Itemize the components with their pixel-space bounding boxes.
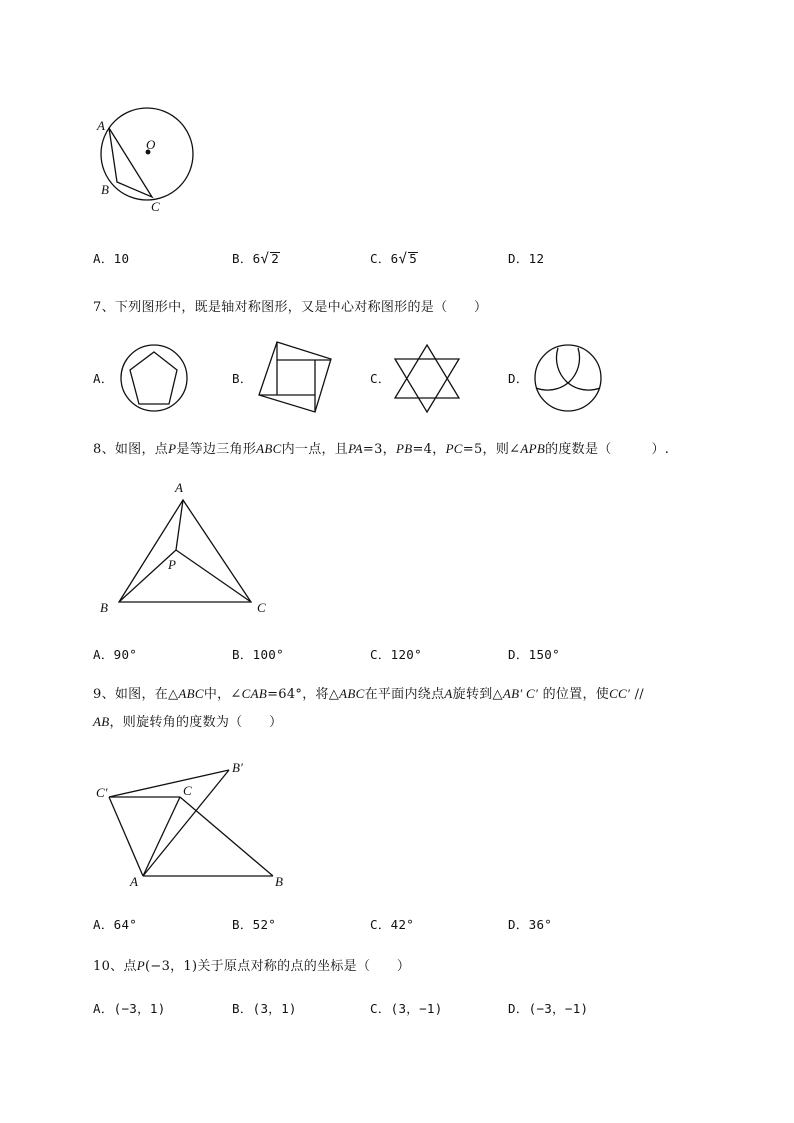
q6-figure xyxy=(0,0,794,230)
q8-stem-var-pa: PA xyxy=(348,441,363,456)
q8-option-a[interactable]: A．90° xyxy=(93,647,138,662)
q8-label-b: B xyxy=(100,600,108,615)
q8-stem-var-abc: ABC xyxy=(256,441,282,456)
q6-circle-diagram xyxy=(0,0,794,230)
q6-option-a[interactable]: A．10 xyxy=(93,251,130,266)
q6-label-b: B xyxy=(101,182,109,197)
q8-segment-pc xyxy=(176,550,251,602)
q6-label-a: A xyxy=(97,118,105,133)
q9-stem-line-1 xyxy=(93,686,644,703)
q6-label-c: C xyxy=(151,199,160,214)
q7-stem: 7、下列图形中，既是轴对称图形，又是中心对称图形的是（ ） xyxy=(93,300,488,315)
q8-label-a: A xyxy=(175,480,183,495)
sqrt-symbol-icon: √ xyxy=(398,251,408,267)
square-pinwheel-icon[interactable] xyxy=(259,342,331,412)
q9-option-a[interactable]: A．64° xyxy=(93,917,138,932)
q9-text-e: 旋转到△ xyxy=(452,687,503,702)
q9-label-b: B xyxy=(275,874,283,889)
q9-var-ccp: CC′ xyxy=(609,686,631,701)
q8-figure xyxy=(0,470,794,620)
q6-option-c-radicand: 5 xyxy=(409,251,418,266)
q6-option-b[interactable] xyxy=(232,251,280,267)
pentagon-in-circle-icon[interactable] xyxy=(121,345,187,411)
q6-option-d[interactable]: D．12 xyxy=(508,251,545,266)
q10-stem xyxy=(93,958,410,975)
q8-triangle-abc xyxy=(119,500,251,602)
q8-label-c: C xyxy=(257,600,266,615)
q8-option-d[interactable]: D．150° xyxy=(508,647,560,662)
q9-label-cp: C′ xyxy=(96,785,108,800)
q8-stem-text-1: 8、如图，点 xyxy=(93,442,169,457)
q6-label-o: O xyxy=(146,137,156,152)
q10-option-c[interactable]: C．(3，−1) xyxy=(370,1001,443,1016)
q8-stem-text-3: 内一点，且 xyxy=(281,442,349,457)
q8-stem-var-pc: PC xyxy=(445,441,463,456)
q9-text-rest: ，则旋转角的度数为（ ） xyxy=(109,715,283,730)
q6-option-b-radicand: 2 xyxy=(271,251,280,266)
q8-stem-text-2: 是等边三角形 xyxy=(176,442,257,457)
q7-figures xyxy=(0,330,794,430)
q8-stem-text-4: =3， xyxy=(362,442,396,457)
q9-label-c: C xyxy=(183,783,192,798)
q9-segment-c-b xyxy=(180,797,273,876)
sqrt-symbol-icon: √ xyxy=(260,251,270,267)
q10-option-b[interactable]: B．(3，1) xyxy=(232,1001,297,1016)
q9-text-d: 在平面内绕点 xyxy=(364,687,445,702)
q9-text-g: // xyxy=(630,687,644,702)
q6-option-c-prefix: C．6 xyxy=(370,251,399,266)
q8-stem-text-7: 的度数是（ ）. xyxy=(545,442,670,457)
q10-option-d[interactable]: D．(−3，−1) xyxy=(508,1001,589,1016)
q7-option-c[interactable]: C． xyxy=(370,371,391,386)
six-pointed-star-icon[interactable] xyxy=(395,345,459,412)
q9-var-abc: ABC xyxy=(178,686,204,701)
q9-var-abc-2: ABC xyxy=(339,686,365,701)
q8-stem xyxy=(93,441,669,458)
q8-triangle-diagram xyxy=(0,470,794,620)
q8-stem-var-apb: APB xyxy=(520,441,546,456)
q9-option-c[interactable]: C．42° xyxy=(370,917,415,932)
q9-figure xyxy=(0,750,794,900)
q8-stem-var-p: P xyxy=(168,441,177,456)
q8-label-p: P xyxy=(168,557,176,572)
q10-stem-var-p: P xyxy=(136,958,145,973)
q8-stem-text-5: =4， xyxy=(412,442,446,457)
q8-segment-pa xyxy=(176,500,183,550)
q8-option-c[interactable]: C．120° xyxy=(370,647,422,662)
q6-option-b-prefix: B．6 xyxy=(232,251,261,266)
q7-option-b[interactable]: B． xyxy=(232,371,253,386)
q8-stem-var-pb: PB xyxy=(396,441,413,456)
q9-label-bp: B′ xyxy=(232,760,243,775)
q7-option-a[interactable]: A． xyxy=(93,371,114,386)
trefoil-circle-icon[interactable] xyxy=(535,345,601,411)
q9-rotation-diagram xyxy=(0,750,794,900)
q9-stem-line-2 xyxy=(93,714,282,731)
q10-stem-text-1: 10、点 xyxy=(93,959,137,974)
q9-var-ab: AB xyxy=(93,714,110,729)
q8-stem-text-6: =5，则∠ xyxy=(462,442,521,457)
q9-segment-cp-a xyxy=(109,797,143,876)
q9-text-a: 9、如图，在△ xyxy=(93,687,179,702)
q9-option-d[interactable]: D．36° xyxy=(508,917,553,932)
q10-option-a[interactable]: A．(−3，1) xyxy=(93,1001,166,1016)
q6-option-c[interactable] xyxy=(370,251,418,267)
q9-label-a: A xyxy=(130,874,138,889)
q9-text-c: =64°，将△ xyxy=(267,687,340,702)
q9-var-a: A xyxy=(444,686,453,701)
q10-stem-text-2: (−3，1)关于原点对称的点的坐标是（ ） xyxy=(145,959,411,974)
q9-option-b[interactable]: B．52° xyxy=(232,917,277,932)
q9-var-abpcp: AB′ C′ xyxy=(502,686,539,701)
q7-option-d[interactable]: D． xyxy=(508,371,529,386)
q9-text-b: 中，∠ xyxy=(203,687,242,702)
q8-option-b[interactable]: B．100° xyxy=(232,647,284,662)
q9-var-cab: CAB xyxy=(241,686,268,701)
q9-text-f: 的位置，使 xyxy=(538,687,610,702)
